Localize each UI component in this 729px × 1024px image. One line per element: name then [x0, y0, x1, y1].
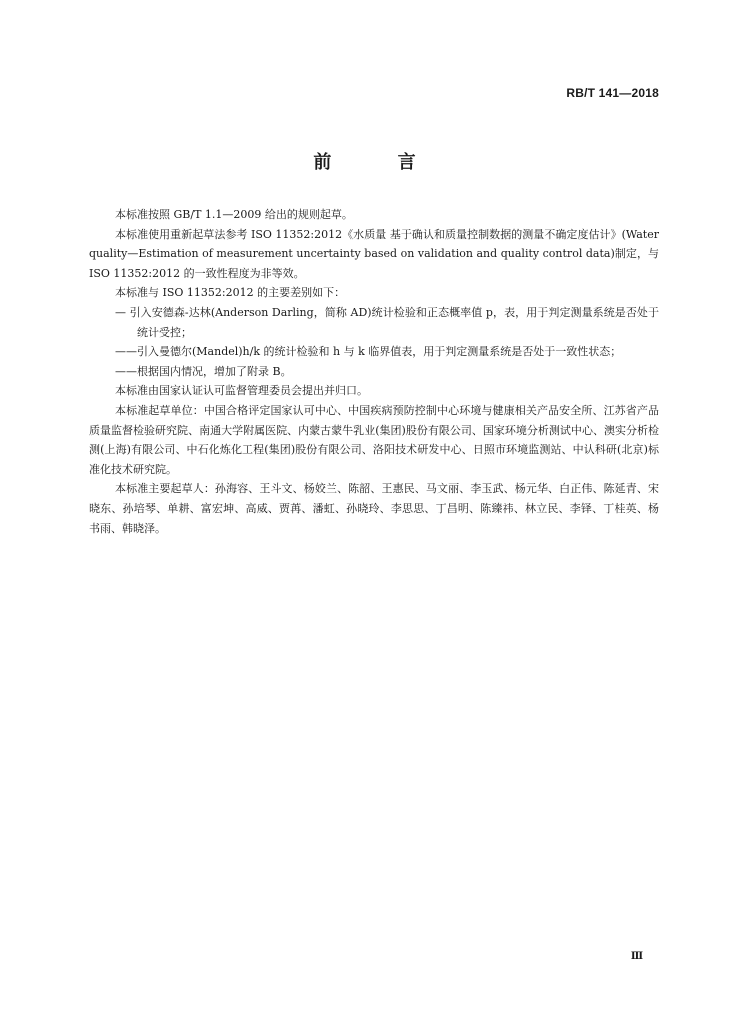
- paragraph-differences-intro: 本标准与 ISO 11352:2012 的主要差别如下：: [115, 286, 346, 300]
- paragraph-reference-standard: 本标准使用重新起草法参考 ISO 11352:2012《水质量 基于确认和质量控制数据的测量不确定度估计》(Water quality—Estimation of measurement uncertainty based on validation and quality control data)制定，与 ISO 11352:2012 的一致性程度为非等效。: [89, 227, 659, 280]
- difference-item-annex-b: ——根据国内情况，增加了附录 B。: [115, 364, 292, 378]
- paragraph-drafters: 本标准主要起草人：孙海容、王斗文、杨姣兰、陈韶、王惠民、马文丽、李玉武、杨元华、白正伟、陈延青、宋晓东、孙培琴、单耕、富宏坤、高威、贾苒、潘虹、孙晓玲、李思思、丁昌明、陈臻祎、林立民、李铎、丁桂英、杨书雨、韩晓泽。: [89, 482, 659, 535]
- foreword-body: [89, 205, 659, 538]
- difference-item-mandel-test: ——引入曼德尔(Mandel)h/k 的统计检验和 h 与 k 临界值表，用于判定测量系统是否处于一致性状态；: [115, 345, 622, 359]
- document-code: RB/T 141—2018: [566, 86, 659, 100]
- page-title: 前 言: [313, 152, 446, 173]
- paragraph-drafting-units: 本标准起草单位：中国合格评定国家认可中心、中国疾病预防控制中心环境与健康相关产品安全所、江苏省产品质量监督检验研究院、南通大学附属医院、内蒙古蒙牛乳业(集团)股份有限公司、国家环境分析测试中心、澳实分析检测(上海)有限公司、中石化炼化工程(集团)股份有限公司、洛阳技术研发中心、日照市环境监测站、中认科研(北京)标准化技术研究院。: [89, 403, 659, 476]
- difference-item-ad-test: — 引入安德森-达林(Anderson Darling，简称 AD)统计检验和正态概率值 p，表，用于判定测量系统是否处于统计受控；: [115, 305, 659, 339]
- page-number: Ⅲ: [630, 951, 643, 962]
- paragraph-drafting-rules: 本标准按照 GB/T 1.1—2009 给出的规则起草。: [115, 208, 353, 221]
- paragraph-proposer: 本标准由国家认证认可监督管理委员会提出并归口。: [115, 384, 368, 398]
